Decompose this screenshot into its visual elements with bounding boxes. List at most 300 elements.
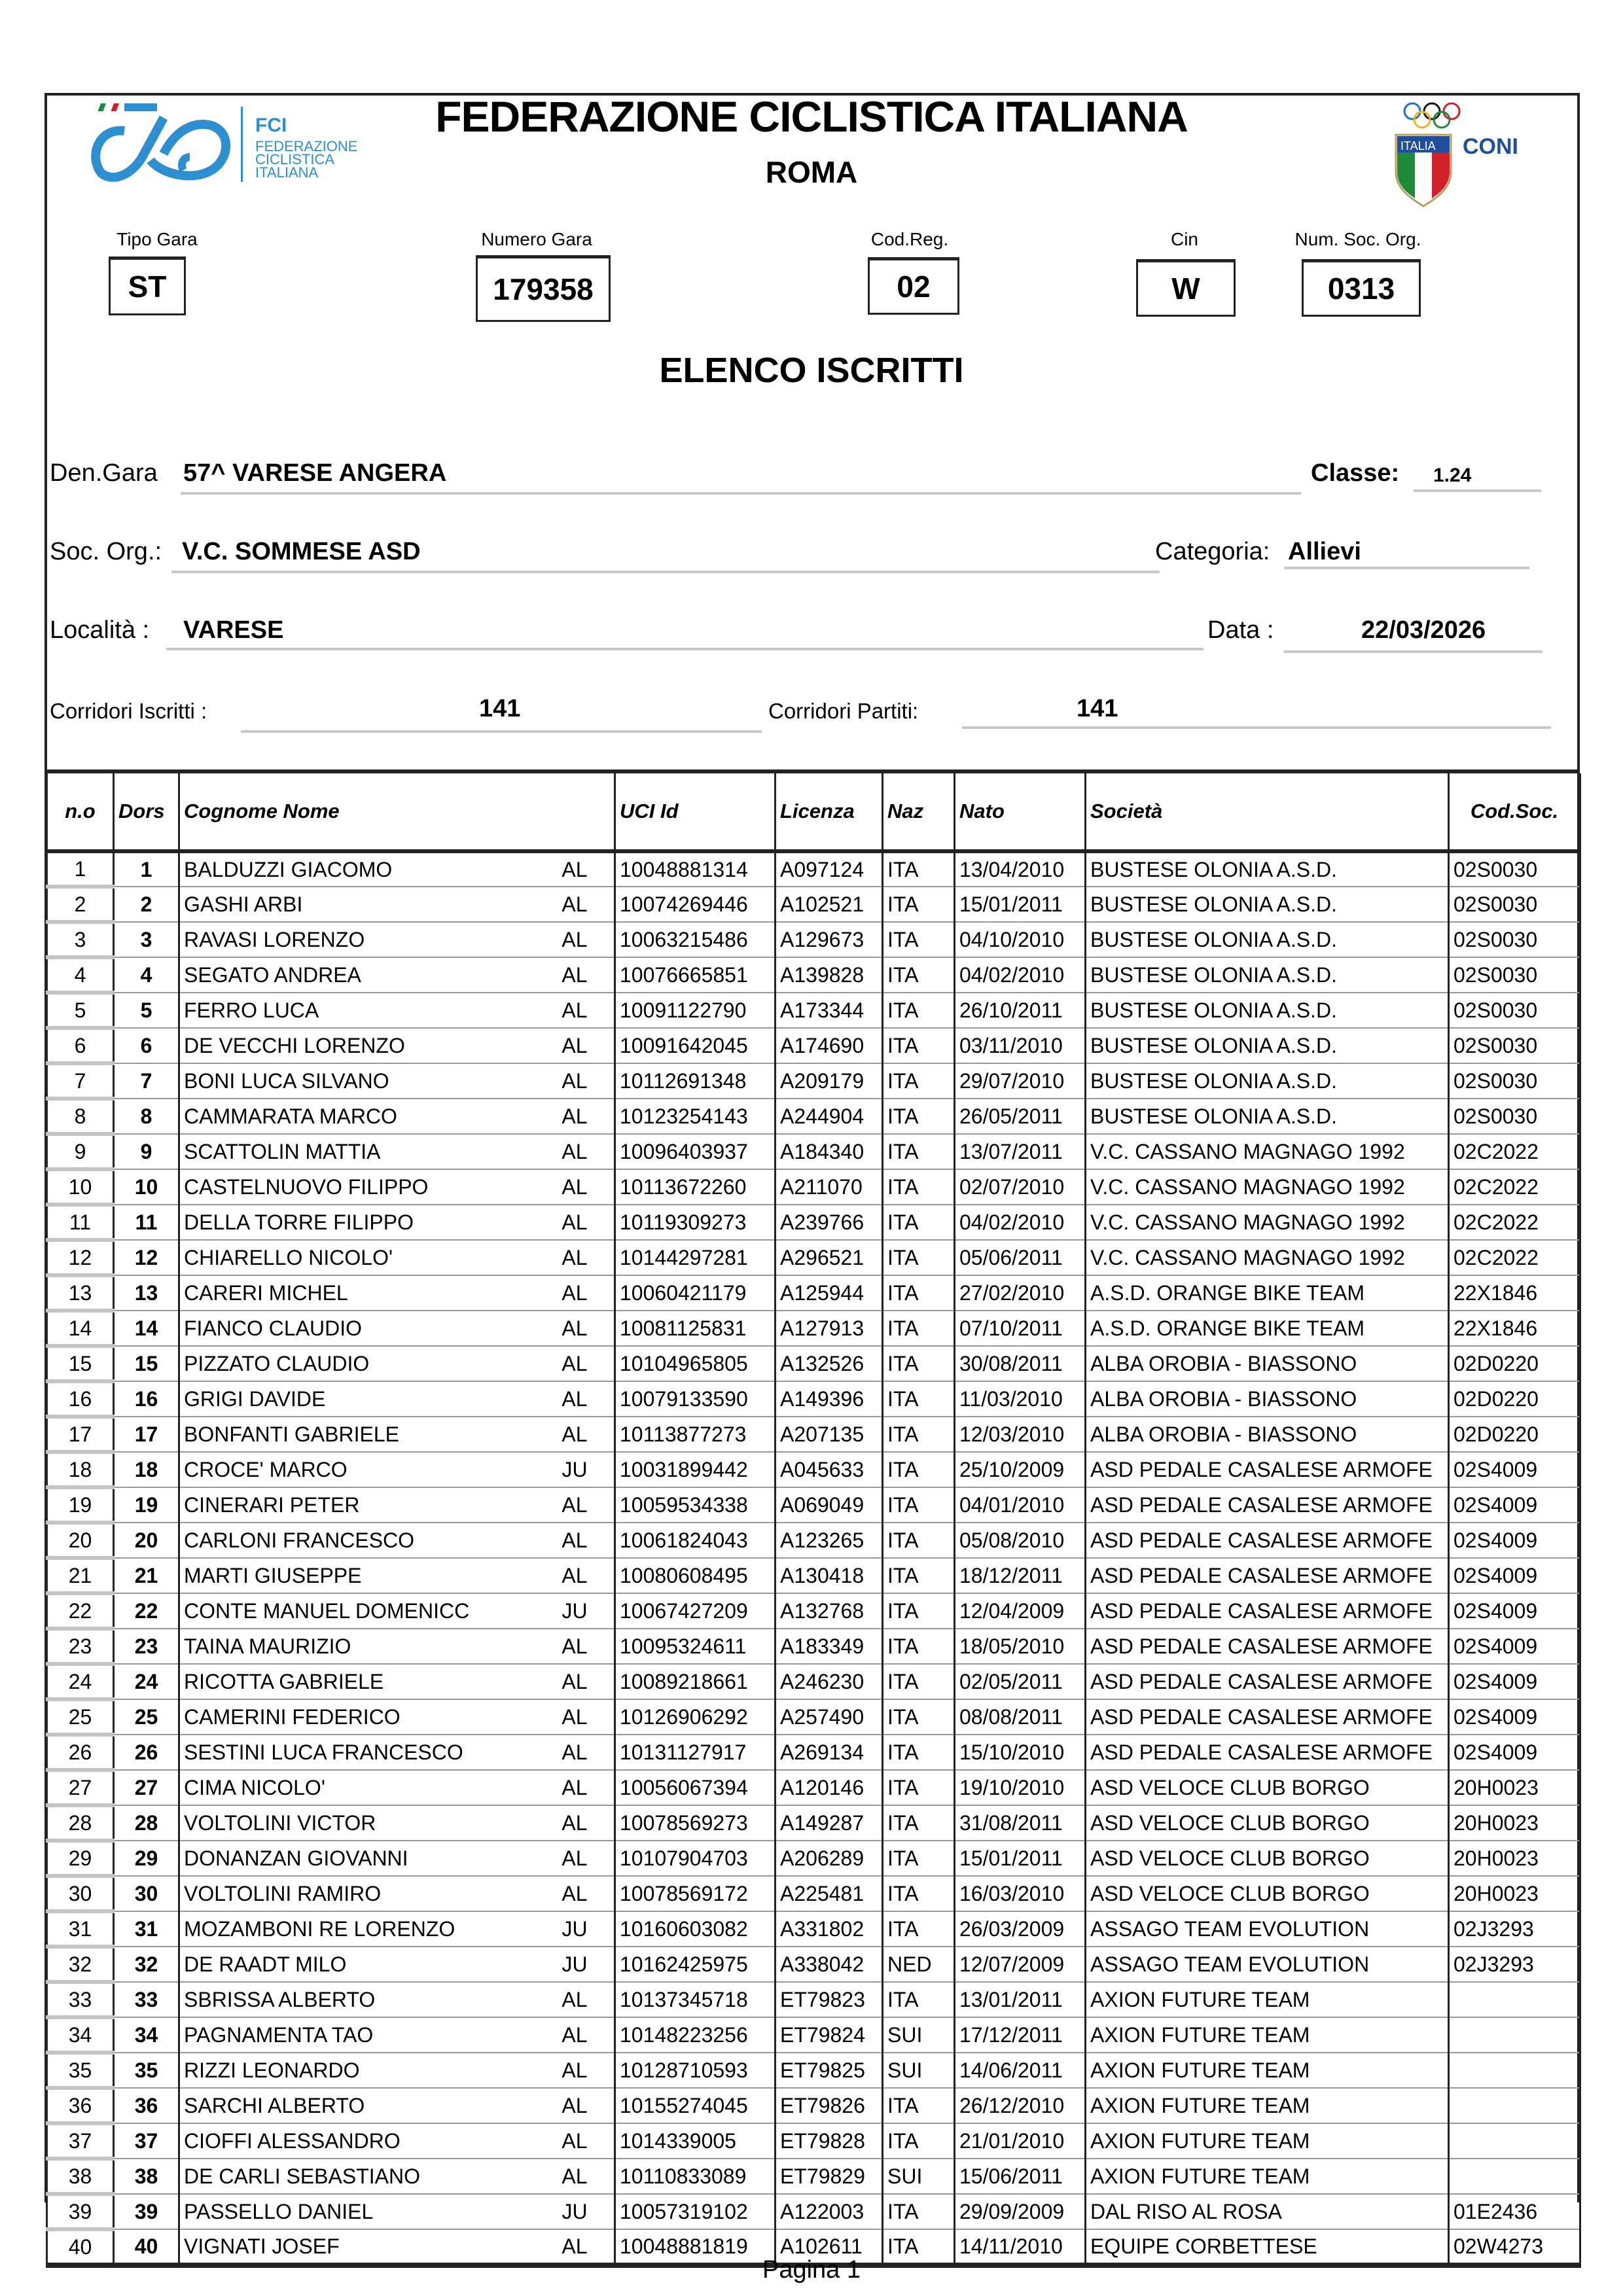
cell-licenza: A129673 [776, 922, 883, 957]
cell-naz: NED [883, 1947, 955, 1982]
cell-no: 31 [47, 1911, 114, 1947]
cell-nato: 26/03/2009 [955, 1911, 1086, 1947]
cell-nato: 11/03/2010 [955, 1381, 1086, 1417]
name-cell-wrap [184, 2129, 614, 2153]
cod-reg-value: 02 [868, 257, 959, 315]
cell-licenza: A206289 [776, 1841, 883, 1876]
rider-category: AL [562, 2058, 588, 2082]
cell-uci: 10056067394 [615, 1770, 776, 1805]
cell-societa: ASSAGO TEAM EVOLUTION [1086, 1947, 1449, 1982]
cell-name [179, 1240, 615, 1275]
table-row [47, 1841, 1580, 1876]
cell-nato: 03/11/2010 [955, 1028, 1086, 1063]
cell-nato: 21/01/2010 [955, 2123, 1086, 2159]
name-cell-wrap [184, 1988, 614, 2012]
rider-category: AL [562, 963, 588, 987]
cell-licenza: A102521 [776, 887, 883, 922]
cell-name [179, 1593, 615, 1629]
cell-dors: 37 [114, 2123, 179, 2159]
cell-nato: 02/07/2010 [955, 1169, 1086, 1205]
cell-dors: 40 [114, 2229, 179, 2265]
table-row [47, 2159, 1580, 2194]
name-cell-wrap [184, 1175, 614, 1199]
cell-uci: 10112691348 [615, 1063, 776, 1099]
cell-no: 12 [47, 1240, 114, 1275]
rider-name: SCATTOLIN MATTIA [184, 1139, 381, 1163]
cell-uci: 10110833089 [615, 2159, 776, 2194]
cod-reg-label: Cod.Reg. [870, 229, 949, 249]
cell-nato: 15/06/2011 [955, 2159, 1086, 2194]
cell-societa: BUSTESE OLONIA A.S.D. [1086, 993, 1449, 1028]
cell-naz: ITA [883, 1240, 955, 1275]
rider-name: SBRISSA ALBERTO [184, 1987, 376, 2011]
rider-category: AL [562, 1386, 588, 1411]
cell-dors: 32 [114, 1947, 179, 1982]
name-cell-wrap [184, 1352, 614, 1376]
cell-codsoc [1449, 1982, 1580, 2017]
cell-name [179, 1770, 615, 1805]
name-cell-wrap [184, 2058, 614, 2083]
cell-uci: 10048881314 [615, 851, 776, 887]
table-row [47, 1099, 1580, 1134]
cell-name [179, 1558, 615, 1593]
cell-name [179, 1346, 615, 1381]
cell-uci: 10144297281 [615, 1240, 776, 1275]
cell-uci: 10063215486 [615, 922, 776, 957]
cell-name [179, 2053, 615, 2088]
cell-nato: 29/09/2009 [955, 2194, 1086, 2229]
cell-dors: 7 [114, 1063, 179, 1099]
cell-no: 2 [47, 887, 114, 922]
rider-category: AL [562, 1139, 588, 1163]
cell-name [179, 1452, 615, 1487]
cell-no: 24 [47, 1664, 114, 1699]
cell-licenza: A257490 [776, 1699, 883, 1735]
rider-name: FIANCO CLAUDIO [184, 1316, 363, 1340]
table-row [47, 1381, 1580, 1417]
cell-name [179, 1487, 615, 1523]
rider-name: MARTI GIUSEPPE [184, 1563, 362, 1587]
rider-category: AL [562, 1351, 588, 1375]
cell-codsoc: 02S0030 [1449, 993, 1580, 1028]
cell-no: 33 [47, 1982, 114, 2017]
cell-nato: 05/08/2010 [955, 1523, 1086, 1558]
cell-codsoc: 02S0030 [1449, 887, 1580, 922]
cell-licenza: ET79826 [776, 2088, 883, 2123]
olympic-rings-icon [1400, 101, 1466, 131]
cell-nato: 13/01/2011 [955, 1982, 1086, 2017]
cell-no: 14 [47, 1311, 114, 1346]
rider-name: CAMMARATA MARCO [184, 1104, 397, 1128]
cell-dors: 10 [114, 1169, 179, 1205]
cell-dors: 33 [114, 1982, 179, 2017]
cell-uci: 10067427209 [615, 1593, 776, 1629]
cell-nato: 27/02/2010 [955, 1275, 1086, 1311]
cell-uci: 10060421179 [615, 1275, 776, 1311]
localita-line [166, 648, 1204, 650]
col-header-licenza: Licenza [776, 773, 883, 851]
cell-licenza: A149287 [776, 1805, 883, 1841]
cell-nato: 29/07/2010 [955, 1063, 1086, 1099]
classe-label: Classe: [1311, 459, 1400, 487]
cell-no: 13 [47, 1275, 114, 1311]
cell-dors: 35 [114, 2053, 179, 2088]
cell-codsoc [1449, 2017, 1580, 2053]
rider-name: RICOTTA GABRIELE [184, 1669, 384, 1693]
cell-dors: 6 [114, 1028, 179, 1063]
col-header-codsoc: Cod.Soc. [1449, 773, 1580, 851]
name-cell-wrap [184, 1564, 614, 1588]
cell-naz: ITA [883, 887, 955, 922]
cell-uci: 10096403937 [615, 1134, 776, 1169]
cell-societa: A.S.D. ORANGE BIKE TEAM [1086, 1311, 1449, 1346]
cell-dors: 36 [114, 2088, 179, 2123]
numero-gara-value: 179358 [476, 255, 611, 322]
cell-codsoc: 20H0023 [1449, 1805, 1580, 1841]
rider-category: AL [562, 857, 588, 881]
cell-licenza: A183349 [776, 1629, 883, 1664]
table-row [47, 1982, 1580, 2017]
rider-category: AL [562, 1174, 588, 1199]
coni-text: CONI [1463, 134, 1518, 159]
cell-uci: 10089218661 [615, 1664, 776, 1699]
cell-name [179, 1099, 615, 1134]
cell-societa: BUSTESE OLONIA A.S.D. [1086, 851, 1449, 887]
cell-societa: BUSTESE OLONIA A.S.D. [1086, 957, 1449, 993]
cell-naz: ITA [883, 922, 955, 957]
cell-uci: 10128710593 [615, 2053, 776, 2088]
rider-name: GRIGI DAVIDE [184, 1386, 326, 1411]
name-cell-wrap [184, 1281, 614, 1305]
cell-no: 35 [47, 2053, 114, 2088]
cell-naz: ITA [883, 851, 955, 887]
cell-naz: ITA [883, 1346, 955, 1381]
cell-codsoc [1449, 2088, 1580, 2123]
rider-name: VOLTOLINI RAMIRO [184, 1881, 382, 1905]
table-row [47, 1770, 1580, 1805]
cell-licenza: A139828 [776, 957, 883, 993]
rider-category: JU [562, 1457, 588, 1481]
rider-category: AL [562, 1069, 588, 1093]
cell-naz: ITA [883, 1770, 955, 1805]
cell-uci: 10131127917 [615, 1735, 776, 1770]
cell-name [179, 851, 615, 887]
cell-name [179, 2017, 615, 2053]
table-row [47, 1699, 1580, 1735]
cell-codsoc: 02D0220 [1449, 1417, 1580, 1452]
cell-licenza: A123265 [776, 1523, 883, 1558]
name-cell-wrap [184, 1634, 614, 1659]
cell-licenza: A102611 [776, 2229, 883, 2265]
cell-no: 17 [47, 1417, 114, 1452]
cell-dors: 1 [114, 851, 179, 887]
rider-name: SARCHI ALBERTO [184, 2093, 365, 2117]
cell-codsoc: 01E2436 [1449, 2194, 1580, 2229]
cell-uci: 10137345718 [615, 1982, 776, 2017]
cell-societa: AXION FUTURE TEAM [1086, 2053, 1449, 2088]
cell-licenza: ET79825 [776, 2053, 883, 2088]
rider-name: CARLONI FRANCESCO [184, 1528, 415, 1552]
name-cell-wrap [184, 1705, 614, 1729]
cell-licenza: A331802 [776, 1911, 883, 1947]
cell-codsoc: 02S4009 [1449, 1593, 1580, 1629]
cell-codsoc: 20H0023 [1449, 1841, 1580, 1876]
cell-licenza: A132526 [776, 1346, 883, 1381]
cell-naz: ITA [883, 1735, 955, 1770]
cell-licenza: A338042 [776, 1947, 883, 1982]
cell-societa: ALBA OROBIA - BIASSONO [1086, 1381, 1449, 1417]
rider-category: AL [562, 1881, 588, 1905]
cell-societa: AXION FUTURE TEAM [1086, 2088, 1449, 2123]
table-row [47, 2088, 1580, 2123]
rider-name: DE CARLI SEBASTIANO [184, 2164, 420, 2188]
cell-codsoc: 02D0220 [1449, 1381, 1580, 1417]
table-row [47, 1735, 1580, 1770]
cell-licenza: A174690 [776, 1028, 883, 1063]
corridori-iscritti-value: 141 [479, 695, 521, 722]
cell-societa: AXION FUTURE TEAM [1086, 1982, 1449, 2017]
cell-naz: ITA [883, 1487, 955, 1523]
cell-licenza: A127913 [776, 1311, 883, 1346]
data-line [1284, 650, 1543, 653]
cell-dors: 13 [114, 1275, 179, 1311]
cell-no: 28 [47, 1805, 114, 1841]
rider-name: PASSELLO DANIEL [184, 2199, 374, 2223]
cell-no: 34 [47, 2017, 114, 2053]
cell-name [179, 1134, 615, 1169]
cell-licenza: A209179 [776, 1063, 883, 1099]
table-row [47, 1417, 1580, 1452]
cell-name [179, 1417, 615, 1452]
rider-category: AL [562, 2128, 588, 2153]
cell-naz: ITA [883, 1099, 955, 1134]
cell-uci: 10148223256 [615, 2017, 776, 2053]
table-row [47, 2123, 1580, 2159]
cell-societa: AXION FUTURE TEAM [1086, 2123, 1449, 2159]
table-row [47, 1311, 1580, 1346]
cell-no: 25 [47, 1699, 114, 1735]
table-row [47, 1028, 1580, 1063]
corridori-partiti-value: 141 [1077, 695, 1118, 722]
cell-codsoc: 02D0220 [1449, 1346, 1580, 1381]
cell-societa: ASD PEDALE CASALESE ARMOFE [1086, 1487, 1449, 1523]
cell-nato: 12/03/2010 [955, 1417, 1086, 1452]
cell-licenza: A296521 [776, 1240, 883, 1275]
num-soc-org-label: Num. Soc. Org. [1294, 229, 1421, 249]
cell-uci: 10126906292 [615, 1699, 776, 1735]
name-cell-wrap [184, 2164, 614, 2189]
cell-licenza: A239766 [776, 1205, 883, 1240]
name-cell-wrap [184, 1140, 614, 1164]
rider-category: AL [562, 1846, 588, 1870]
cell-name [179, 1982, 615, 2017]
cell-no: 32 [47, 1947, 114, 1982]
cell-uci: 10113877273 [615, 1417, 776, 1452]
cell-no: 5 [47, 993, 114, 1028]
cell-uci: 10123254143 [615, 1099, 776, 1134]
cell-codsoc: 02S4009 [1449, 1629, 1580, 1664]
cell-nato: 25/10/2009 [955, 1452, 1086, 1487]
cell-uci: 10059534338 [615, 1487, 776, 1523]
cell-no: 18 [47, 1452, 114, 1487]
cell-no: 20 [47, 1523, 114, 1558]
cell-naz: ITA [883, 1169, 955, 1205]
rider-category: AL [562, 1563, 588, 1587]
col-header-naz: Naz [883, 773, 955, 851]
cell-codsoc: 02C2022 [1449, 1169, 1580, 1205]
cell-naz: ITA [883, 2194, 955, 2229]
tipo-gara-label: Tipo Gara [116, 229, 198, 249]
cell-no: 37 [47, 2123, 114, 2159]
rider-name: CIOFFI ALESSANDRO [184, 2128, 401, 2153]
table-row [47, 2017, 1580, 2053]
cell-nato: 02/05/2011 [955, 1664, 1086, 1699]
rider-category: AL [562, 998, 588, 1022]
cell-nato: 14/06/2011 [955, 2053, 1086, 2088]
cell-name [179, 1699, 615, 1735]
den-gara-value: 57^ VARESE ANGERA [183, 459, 447, 487]
name-cell-wrap [184, 1882, 614, 1906]
cell-nato: 18/12/2011 [955, 1558, 1086, 1593]
cell-dors: 8 [114, 1099, 179, 1134]
col-header-nato: Nato [955, 773, 1086, 851]
cell-licenza: A225481 [776, 1876, 883, 1911]
cell-nato: 04/02/2010 [955, 957, 1086, 993]
cell-societa: AXION FUTURE TEAM [1086, 2017, 1449, 2053]
cell-name [179, 1629, 615, 1664]
rider-category: AL [562, 2164, 588, 2188]
cell-no: 36 [47, 2088, 114, 2123]
name-cell-wrap [184, 2094, 614, 2118]
cell-licenza: A269134 [776, 1735, 883, 1770]
cell-no: 38 [47, 2159, 114, 2194]
table-row [47, 1664, 1580, 1699]
cell-name [179, 1063, 615, 1099]
cell-societa: ASD PEDALE CASALESE ARMOFE [1086, 1523, 1449, 1558]
cell-name [179, 1911, 615, 1947]
cell-uci: 10057319102 [615, 2194, 776, 2229]
cell-uci: 10031899442 [615, 1452, 776, 1487]
cell-codsoc: 02S0030 [1449, 1099, 1580, 1134]
col-header-societa: Società [1086, 773, 1449, 851]
fci-short: FCI [255, 115, 287, 136]
cin-value: W [1136, 259, 1236, 317]
cell-naz: SUI [883, 2053, 955, 2088]
cell-uci: 10076665851 [615, 957, 776, 993]
cell-nato: 04/10/2010 [955, 922, 1086, 957]
cell-name [179, 2088, 615, 2123]
cell-dors: 26 [114, 1735, 179, 1770]
cell-societa: DAL RISO AL ROSA [1086, 2194, 1449, 2229]
table-row [47, 1629, 1580, 1664]
categoria-line [1284, 567, 1529, 569]
cell-naz: ITA [883, 1876, 955, 1911]
cell-naz: ITA [883, 1452, 955, 1487]
cell-codsoc: 02S0030 [1449, 1028, 1580, 1063]
cell-nato: 15/01/2011 [955, 1841, 1086, 1876]
cell-societa: ASD VELOCE CLUB BORGO [1086, 1770, 1449, 1805]
corridori-iscritti-label: Corridori Iscritti : [50, 699, 207, 723]
cell-dors: 14 [114, 1311, 179, 1346]
rider-category: AL [562, 2093, 588, 2117]
table-row [47, 887, 1580, 922]
cell-nato: 07/10/2011 [955, 1311, 1086, 1346]
cell-no: 30 [47, 1876, 114, 1911]
cell-name [179, 1275, 615, 1311]
table-row [47, 1593, 1580, 1629]
rider-category: AL [562, 1987, 588, 2011]
cell-licenza: A125944 [776, 1275, 883, 1311]
page-subtitle: ROMA [765, 155, 858, 189]
cell-codsoc: 02S4009 [1449, 1664, 1580, 1699]
cell-nato: 05/06/2011 [955, 1240, 1086, 1275]
cell-licenza: A173344 [776, 993, 883, 1028]
rider-category: AL [562, 1810, 588, 1835]
cell-nato: 15/10/2010 [955, 1735, 1086, 1770]
cell-uci: 10081125831 [615, 1311, 776, 1346]
cell-societa: BUSTESE OLONIA A.S.D. [1086, 1099, 1449, 1134]
cell-nato: 12/07/2009 [955, 1947, 1086, 1982]
corridori-partiti-label: Corridori Partiti: [768, 699, 919, 723]
cell-naz: ITA [883, 2229, 955, 2265]
name-cell-wrap [184, 1422, 614, 1447]
cell-name [179, 1381, 615, 1417]
cell-naz: ITA [883, 1593, 955, 1629]
rider-name: VIGNATI JOSEF [184, 2234, 340, 2258]
cell-nato: 19/10/2010 [955, 1770, 1086, 1805]
rider-name: MOZAMBONI RE LORENZO [184, 1916, 455, 1941]
cell-no: 10 [47, 1169, 114, 1205]
rider-name: SEGATO ANDREA [184, 963, 361, 987]
rider-name: TAINA MAURIZIO [184, 1634, 351, 1658]
rider-name: DE RAADT MILO [184, 1952, 347, 1976]
cell-name [179, 2159, 615, 2194]
table-row [47, 1169, 1580, 1205]
cell-societa: ASD PEDALE CASALESE ARMOFE [1086, 1629, 1449, 1664]
name-cell-wrap [184, 998, 614, 1023]
table-row [47, 1240, 1580, 1275]
rider-category: AL [562, 1634, 588, 1658]
rider-name: DE VECCHI LORENZO [184, 1033, 405, 1057]
cell-name [179, 1805, 615, 1841]
cell-societa: ASD VELOCE CLUB BORGO [1086, 1805, 1449, 1841]
cell-naz: ITA [883, 2123, 955, 2159]
cell-nato: 08/08/2011 [955, 1699, 1086, 1735]
cell-dors: 4 [114, 957, 179, 993]
rider-category: AL [562, 927, 588, 951]
name-cell-wrap [184, 1387, 614, 1411]
cell-societa: ASD PEDALE CASALESE ARMOFE [1086, 1664, 1449, 1699]
cell-naz: ITA [883, 993, 955, 1028]
data-value: 22/03/2026 [1361, 616, 1486, 644]
cell-societa: ASD PEDALE CASALESE ARMOFE [1086, 1452, 1449, 1487]
table-row [47, 957, 1580, 993]
rider-category: AL [562, 1669, 588, 1693]
cell-name [179, 1205, 615, 1240]
name-cell-wrap [184, 1740, 614, 1765]
cell-name [179, 2123, 615, 2159]
cell-uci: 10162425975 [615, 1947, 776, 1982]
cell-dors: 15 [114, 1346, 179, 1381]
cell-codsoc: 02C2022 [1449, 1205, 1580, 1240]
cell-name [179, 2194, 615, 2229]
coni-logo [1394, 101, 1551, 206]
cell-dors: 23 [114, 1629, 179, 1664]
cell-dors: 30 [114, 1876, 179, 1911]
cell-no: 39 [47, 2194, 114, 2229]
rider-category: AL [562, 892, 588, 916]
cell-codsoc: 02J3293 [1449, 1911, 1580, 1947]
